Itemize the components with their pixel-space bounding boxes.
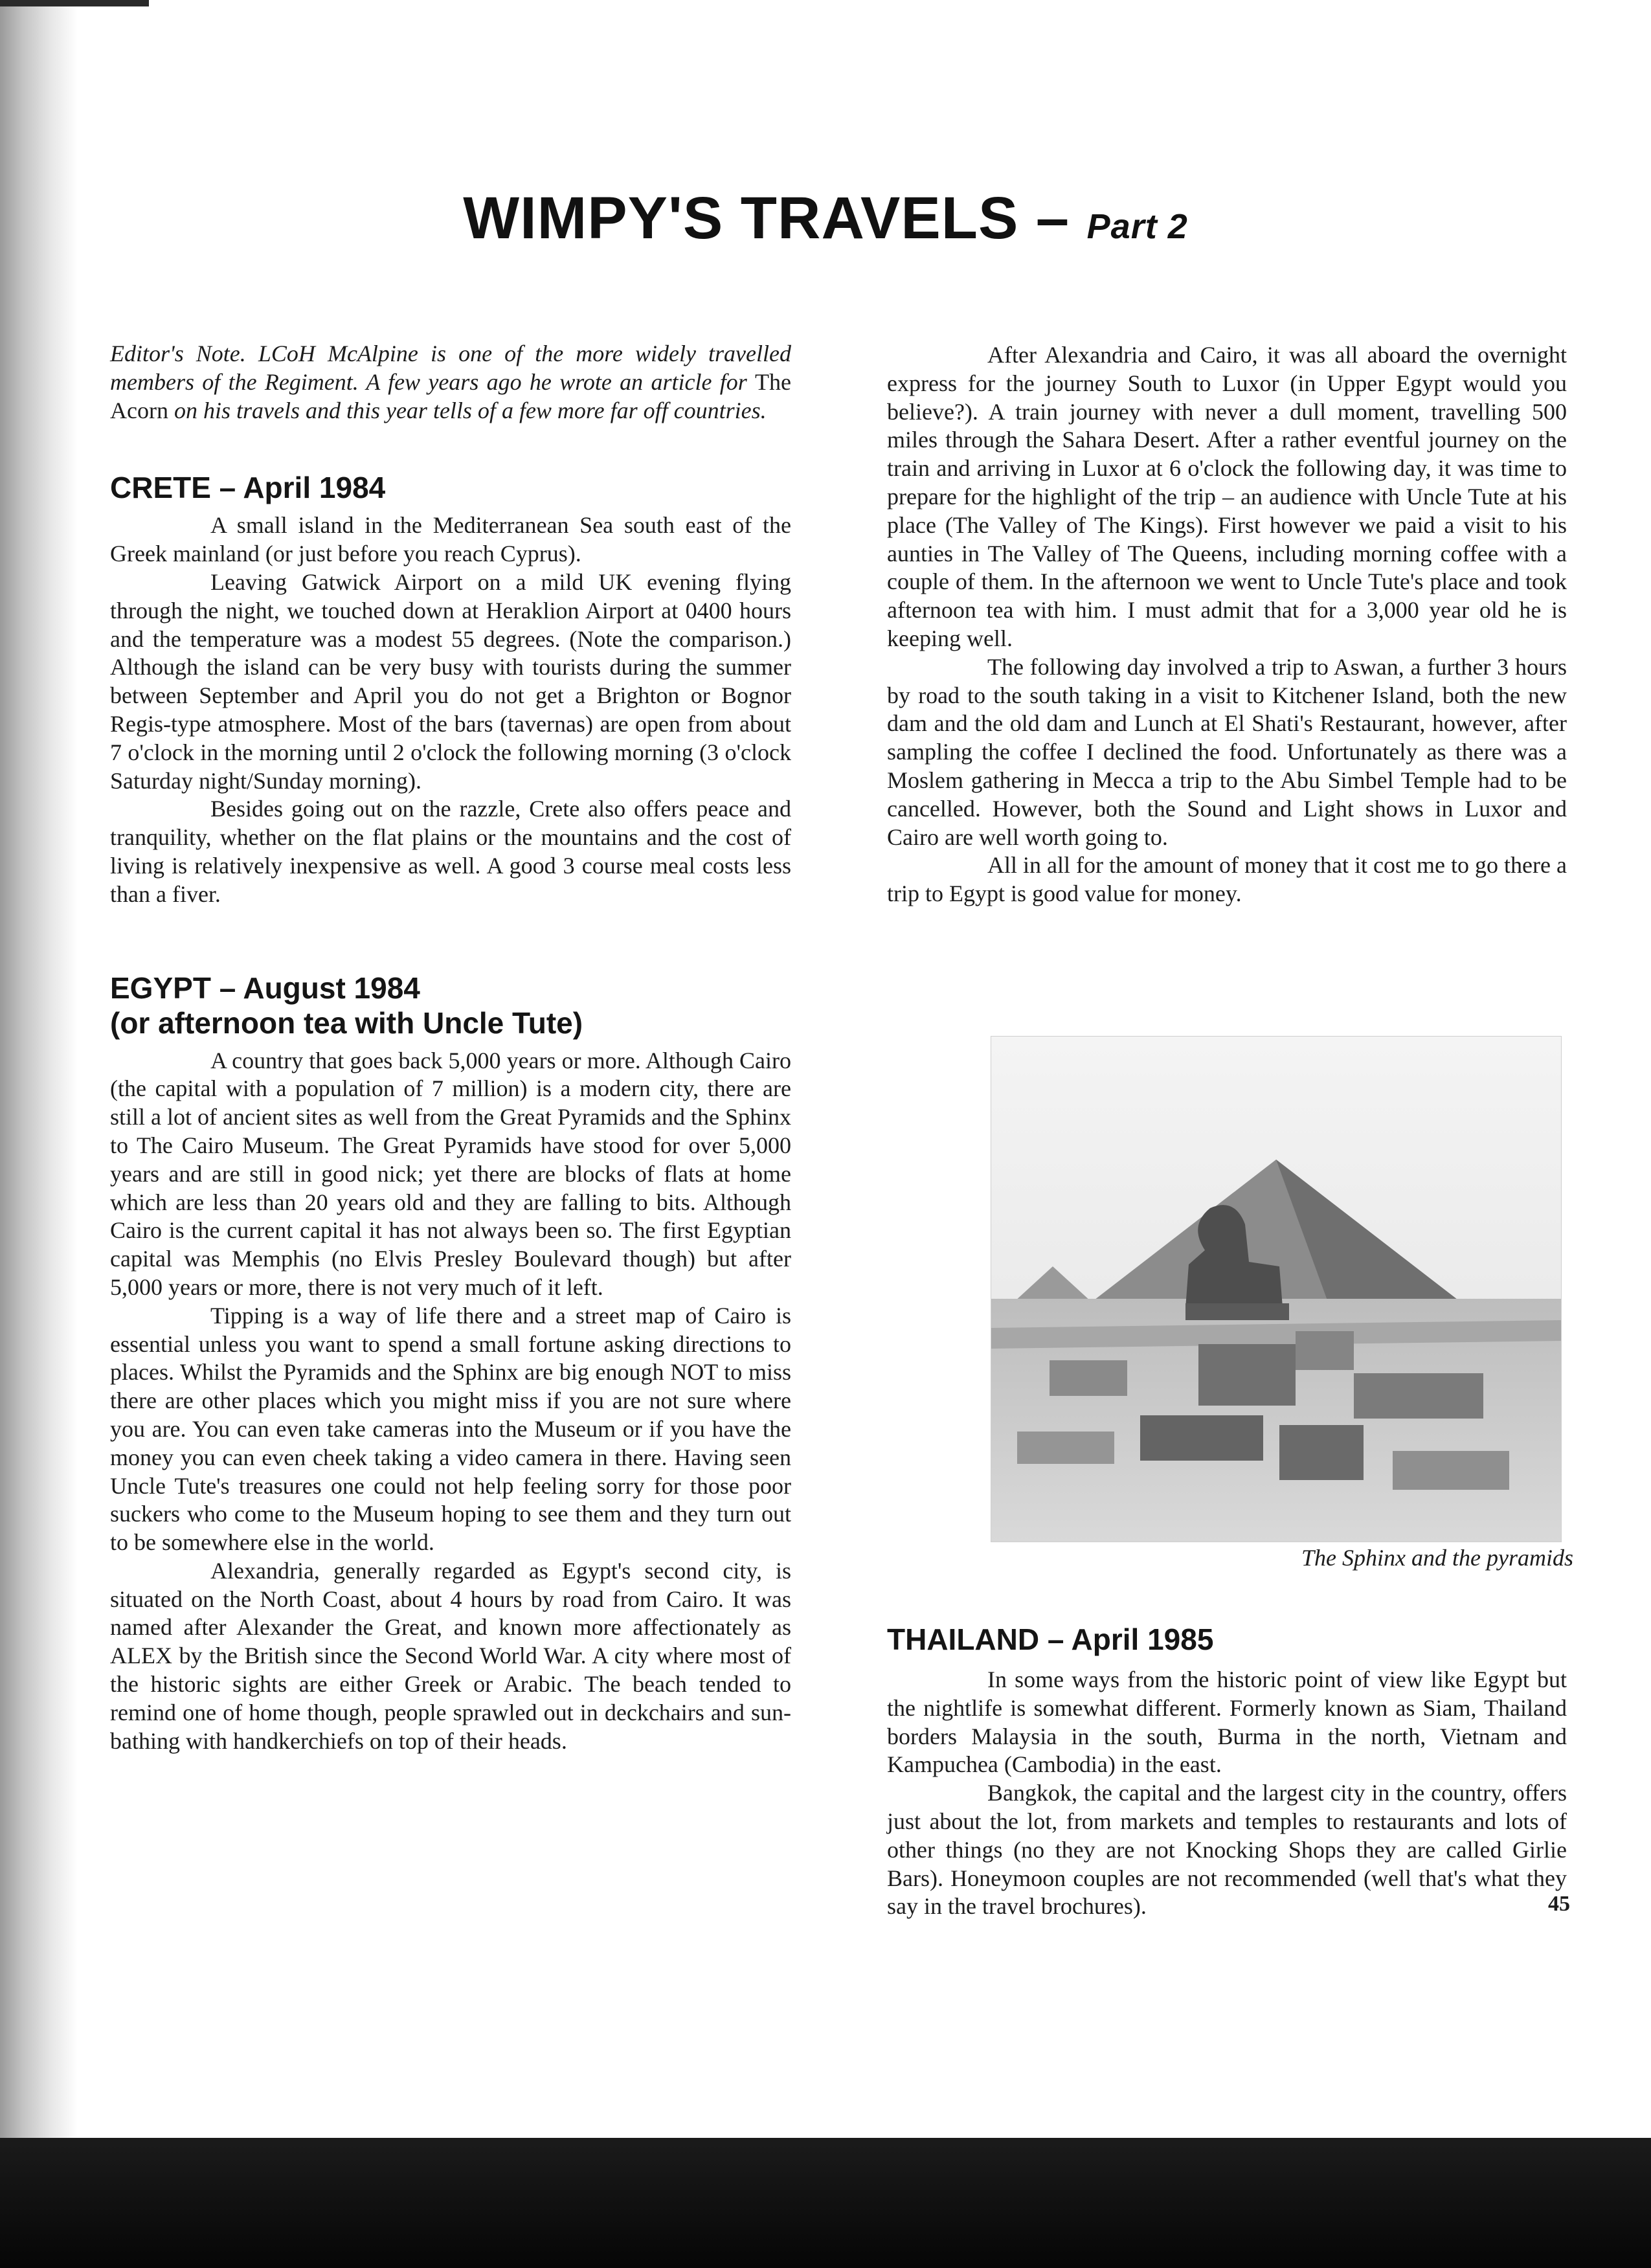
ruin-block xyxy=(1198,1344,1296,1406)
crete-paragraph: A small island in the Mediterranean Sea south east of the Greek mainland (or just before you reach Cyprus). xyxy=(110,512,791,567)
photo-illustration xyxy=(991,1037,1561,1542)
editor-note-text-end: on his travels and this year tells of a few more far off countries. xyxy=(174,397,767,423)
scan-bottom-edge xyxy=(0,2138,1651,2268)
egypt-paragraph: Alexandria, generally regarded as Egypt's second city, is situated on the North Coast, about 4 hours by road from Cairo. It was named after Alexander the Great, and known more affectionately as ALEX by the British since the Second World War. A city where most of the historic sights are either Greek or Arabic. The beach tended to remind one of home though, people sprawled out in deckchairs and sun-bathing with handkerchiefs on top of their heads. xyxy=(110,1557,791,1754)
egypt-continued-paragraph: All in all for the amount of money that it cost me to go there a trip to Egypt is good value for money. xyxy=(887,852,1567,907)
thailand-paragraph: In some ways from the historic point of view like Egypt but the nightlife is somewhat different. Formerly known as Siam, Thailand borders Malaysia in the south, Burma in the north, Vietnam and Kampuchea (Cambodia) in the east. xyxy=(887,1667,1567,1778)
page-binding-shadow xyxy=(0,0,78,2268)
page-title xyxy=(0,185,1651,253)
thailand-section xyxy=(887,1622,1567,1921)
title-main: WIMPY'S TRAVELS xyxy=(463,185,1019,251)
ruin-block xyxy=(1279,1425,1364,1480)
ruin-block xyxy=(1050,1360,1127,1396)
crete-paragraph: Besides going out on the razzle, Crete also offers peace and tranquility, whether on the flat plains or the mountains and the cost of living is relatively inexpensive as well. A good 3 course meal costs less than a fiver. xyxy=(110,796,791,907)
ruin-block xyxy=(1140,1415,1263,1461)
editor-note-text: Editor's Note. LCoH McAlpine is one of the more widely travelled members of the Regiment. A few years ago he wrote an article for xyxy=(110,341,791,395)
title-part: Part 2 xyxy=(1086,207,1188,246)
egypt-paragraph: A country that goes back 5,000 years or more. Although Cairo (the capital with a population of 7 million) is a modern city, there are still a lot of ancient sites as well from the Great Pyramids and the Sphinx to The Cairo Museum. The Great Pyramids have stood for over 5,000 years and are still in good nick; yet there are blocks of flats at home which are less than 20 years old and they are falling to bits. Although Cairo is the current capital it has not always been so. The first Egyptian capital was Memphis (no Elvis Presley Boulevard though) but after 5,000 years or more, there is not very much of it left. xyxy=(110,1047,791,1300)
title-dash: – xyxy=(1035,185,1070,251)
crete-paragraph: Leaving Gatwick Airport on a mild UK evening flying through the night, we touched down at Heraklion Airport at 0400 hours and the temperature was a modest 55 degrees. (Note the comparison.) Although the island can be very busy with tourists during the summer between September and April you do not get a Brighton or Bognor Regis-type atmosphere. Most of the bars (tavernas) are open from about 7 o'clock in the morning until 2 o'clock the following morning (3 o'clock Saturday night/Sunday morning). xyxy=(110,568,791,794)
egypt-continued-paragraph: The following day involved a trip to Aswan, a further 3 hours by road to the south taking in a visit to Kitchener Island, both the new dam and the old dam and Lunch at El Shati's Restaurant, however, after sampling the coffee I declined the food. Unfortunately as there was a Moslem gathering in Mecca a trip to the Abu Simbel Temple had to be cancelled. However, both the Sound and Light shows in Luxor and Cairo are well worth going to. xyxy=(887,653,1567,850)
egypt-heading-line1: EGYPT – August 1984 xyxy=(110,971,420,1005)
egypt-heading-line2: (or afternoon tea with Uncle Tute) xyxy=(110,1005,583,1040)
top-edge-rule xyxy=(0,0,149,6)
left-column xyxy=(110,340,791,1755)
section-heading-thailand: THAILAND – April 1985 xyxy=(887,1622,1214,1656)
section-heading-egypt xyxy=(110,971,791,1040)
right-column xyxy=(887,341,1567,908)
ruin-block xyxy=(1017,1432,1114,1464)
ruin-block xyxy=(1393,1451,1509,1490)
egypt-paragraph: Tipping is a way of life there and a street map of Cairo is essential unless you want to spend a small fortune asking directions to places. Whilst the Pyramids and the Sphinx are big enough NOT to miss there are other places which you might miss if you are not sure where you are. You can even take cameras into the Museum or if you have the money you can even cheek taking a video camera in there. Having seen Uncle Tute's treasures one could not help feeling sorry for those poor suckers who come to the Museum hoping to see them and they turn out to be somewhere else in the world. xyxy=(110,1302,791,1556)
editor-note xyxy=(110,340,791,425)
ruin-block xyxy=(1354,1373,1483,1419)
editor-note-publication: The Acorn xyxy=(110,368,791,423)
egypt-continued-paragraph: After Alexandria and Cairo, it was all aboard the overnight express for the journey South to Luxor (in Upper Egypt would you believe?). A train journey with never a dull moment, travelling 500 miles through the Sahara Desert. After a rather eventful journey on the train and arriving in Luxor at 6 o'clock the following day, it was time to prepare for the highlight of the trip – an audience with Uncle Tute at his place (The Valley of The Kings). First however we paid a visit to his aunties in The Valley of The Queens, including morning coffee with a couple of them. In the afternoon we went to Uncle Tute's place and took afternoon tea with him. I must admit that for a 3,000 year old he is keeping well. xyxy=(887,342,1567,651)
page-number: 45 xyxy=(1548,1892,1570,1916)
sphinx-pyramids-photo xyxy=(991,1036,1562,1542)
sphinx-base xyxy=(1185,1303,1289,1320)
section-heading-crete: CRETE – April 1984 xyxy=(110,471,386,505)
photo-caption: The Sphinx and the pyramids xyxy=(1301,1545,1573,1571)
thailand-paragraph: Bangkok, the capital and the largest city in the country, offers just about the lot, from markets and temples to restaurants and lots of other things (no they are not Knocking Shops they are called Girlie Bars). Honeymoon couples are not recommended (well that's what they say in the travel brochures). xyxy=(887,1780,1567,1920)
ruin-block xyxy=(1296,1331,1354,1370)
